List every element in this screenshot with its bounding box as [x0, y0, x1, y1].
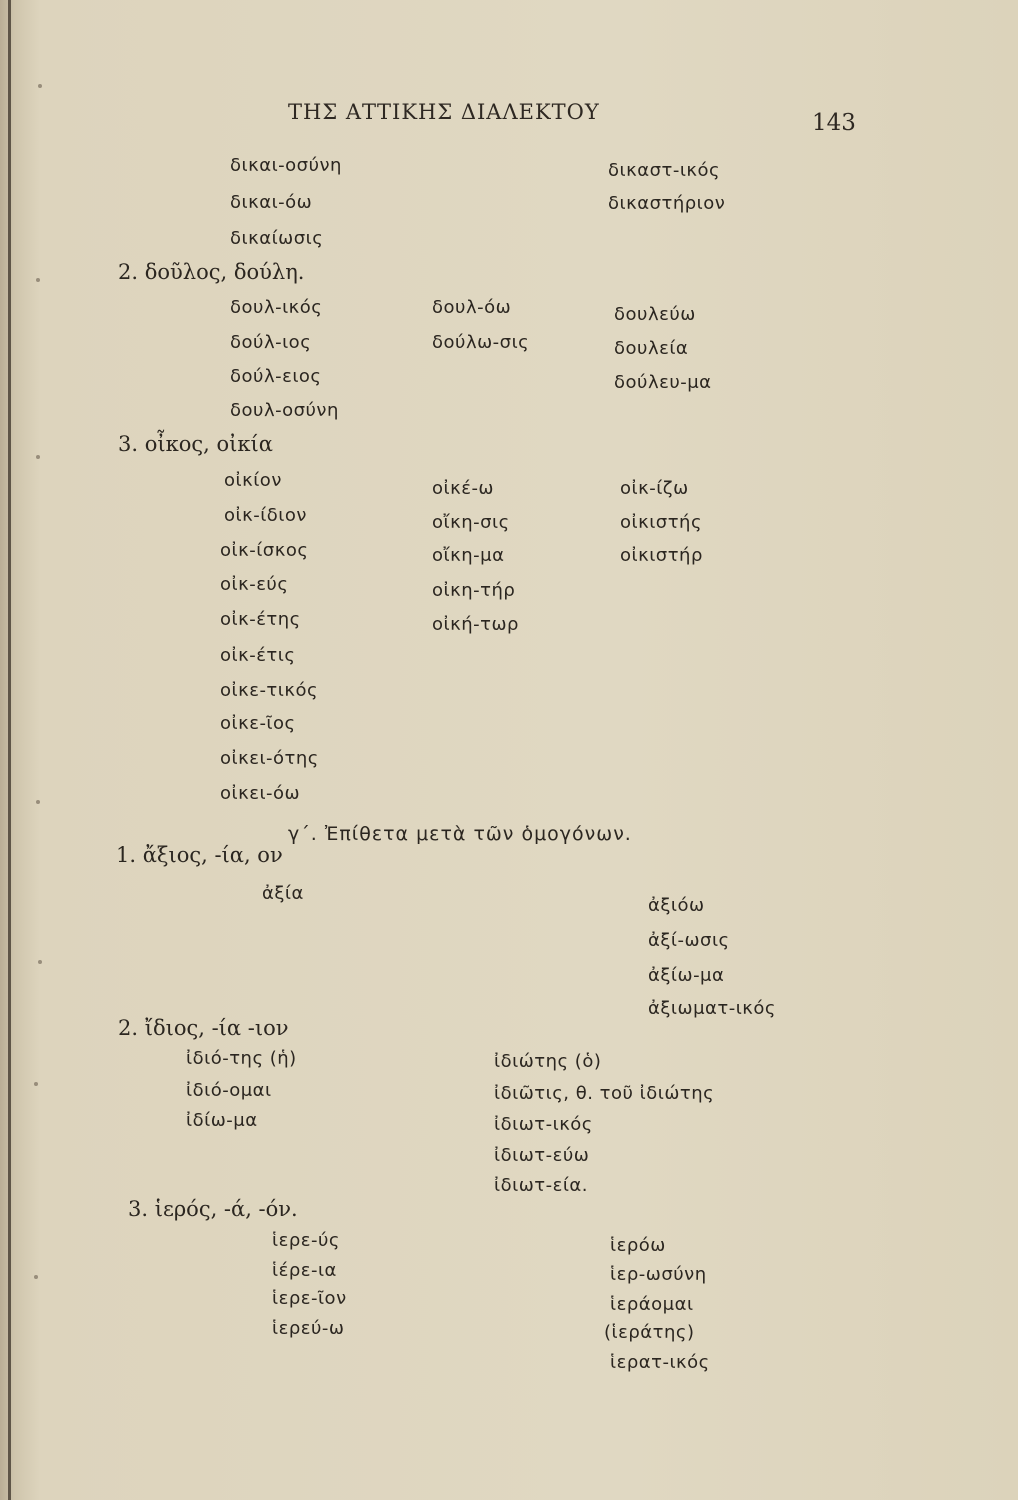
word-entry: ἀξί-ωσις	[648, 930, 730, 951]
word-entry: οἰκ-έτις	[220, 645, 296, 666]
word-entry: ἀξία	[262, 883, 304, 904]
word-entry: δικαστ-ικός	[608, 160, 721, 181]
word-entry: ἰδιό-ομαι	[186, 1080, 272, 1101]
word-entry: οἰκίον	[224, 470, 282, 491]
section-heading: γ΄. Ἐπίθετα μετὰ τῶν ὁμογόνων.	[288, 823, 632, 845]
word-entry: ἰδιωτ-εία.	[494, 1175, 589, 1196]
word-entry: οἴκη-σις	[432, 512, 510, 533]
word-entry: ἱερατ-ικός	[610, 1352, 710, 1373]
word-entry: οἴκη-μα	[432, 545, 505, 566]
word-entry: οἰκέ-ω	[432, 478, 495, 499]
word-entry: ἀξίω-μα	[648, 965, 725, 986]
word-entry: οἰκει-ότης	[220, 748, 319, 769]
word-entry: ἱερόω	[610, 1235, 666, 1256]
word-entry: δικαι-οσύνη	[230, 155, 342, 176]
word-entry: οἰκή-τωρ	[432, 614, 519, 635]
word-entry: ἱερε-ῖον	[272, 1288, 347, 1309]
word-entry: ἱερεύ-ω	[272, 1318, 345, 1339]
page-number: 143	[812, 110, 856, 136]
paper-speck	[36, 455, 40, 459]
word-entry: δικαστήριον	[608, 193, 726, 214]
word-entry: δούλ-ιος	[230, 332, 312, 353]
word-entry: ἱερε-ύς	[272, 1230, 340, 1251]
paper-speck	[36, 278, 40, 282]
entry-heading: 3. ἱερός, -ά, -όν.	[128, 1197, 298, 1221]
page-binding-edge	[8, 0, 11, 1500]
word-entry: δούλ-ειος	[230, 366, 322, 387]
entry-heading: 1. ἄξιος, -ία, ον	[116, 843, 283, 867]
word-entry: ἰδιό-της (ἡ)	[186, 1048, 297, 1069]
word-entry: οἰκ-ίδιον	[224, 505, 307, 526]
paper-speck	[34, 1275, 38, 1279]
word-entry: ἰδιώτης (ὁ)	[494, 1051, 602, 1072]
word-entry: δούλω-σις	[432, 332, 530, 353]
word-entry: δούλευ-μα	[614, 372, 712, 393]
paper-speck	[38, 84, 42, 88]
word-entry: (ἱεράτης)	[604, 1322, 695, 1343]
word-entry: δουλ-όω	[432, 297, 512, 318]
word-entry: οἰκε-ῖος	[220, 713, 296, 734]
word-entry: οἰκ-εύς	[220, 574, 289, 595]
paper-speck	[34, 1082, 38, 1086]
word-entry: οἰκει-όω	[220, 783, 301, 804]
word-entry: ἀξιωματ-ικός	[648, 998, 776, 1019]
word-entry: ἱεράομαι	[610, 1294, 694, 1315]
entry-heading: 3. οἶκος, οἰκία	[118, 432, 273, 456]
word-entry: ἀξιόω	[648, 895, 705, 916]
word-entry: οἰκ-ίσκος	[220, 540, 309, 561]
word-entry: οἰκιστήρ	[620, 545, 703, 566]
word-entry: δικαι-όω	[230, 192, 313, 213]
running-header: ΤΗΣ ΑΤΤΙΚΗΣ ΔΙΑΛΕΚΤΟΥ	[288, 100, 600, 124]
word-entry: δουλ-οσύνη	[230, 400, 339, 421]
word-entry: οἰκ-ίζω	[620, 478, 689, 499]
word-entry: οἰκ-έτης	[220, 609, 301, 630]
word-entry: δουλεύω	[614, 304, 696, 325]
entry-heading: 2. ἴδιος, -ία -ιον	[118, 1016, 289, 1040]
word-entry: οἰκε-τικός	[220, 680, 319, 701]
entry-heading: 2. δοῦλος, δούλη.	[118, 260, 305, 284]
word-entry: οἰκιστής	[620, 512, 703, 533]
word-entry: ἱερ-ωσύνη	[610, 1264, 707, 1285]
word-entry: οἰκη-τήρ	[432, 580, 516, 601]
word-entry: ἰδιωτ-εύω	[494, 1145, 590, 1166]
paper-speck	[36, 800, 40, 804]
word-entry: δικαίωσις	[230, 228, 324, 249]
word-entry: δουλεία	[614, 338, 689, 359]
word-entry: ἱέρε-ια	[272, 1260, 337, 1281]
paper-speck	[38, 960, 42, 964]
word-entry: ἰδιωτ-ικός	[494, 1114, 593, 1135]
word-entry: ἰδίω-μα	[186, 1110, 258, 1131]
word-entry: ἰδιῶτις, θ. τοῦ ἰδιώτης	[494, 1083, 715, 1104]
word-entry: δουλ-ικός	[230, 297, 323, 318]
